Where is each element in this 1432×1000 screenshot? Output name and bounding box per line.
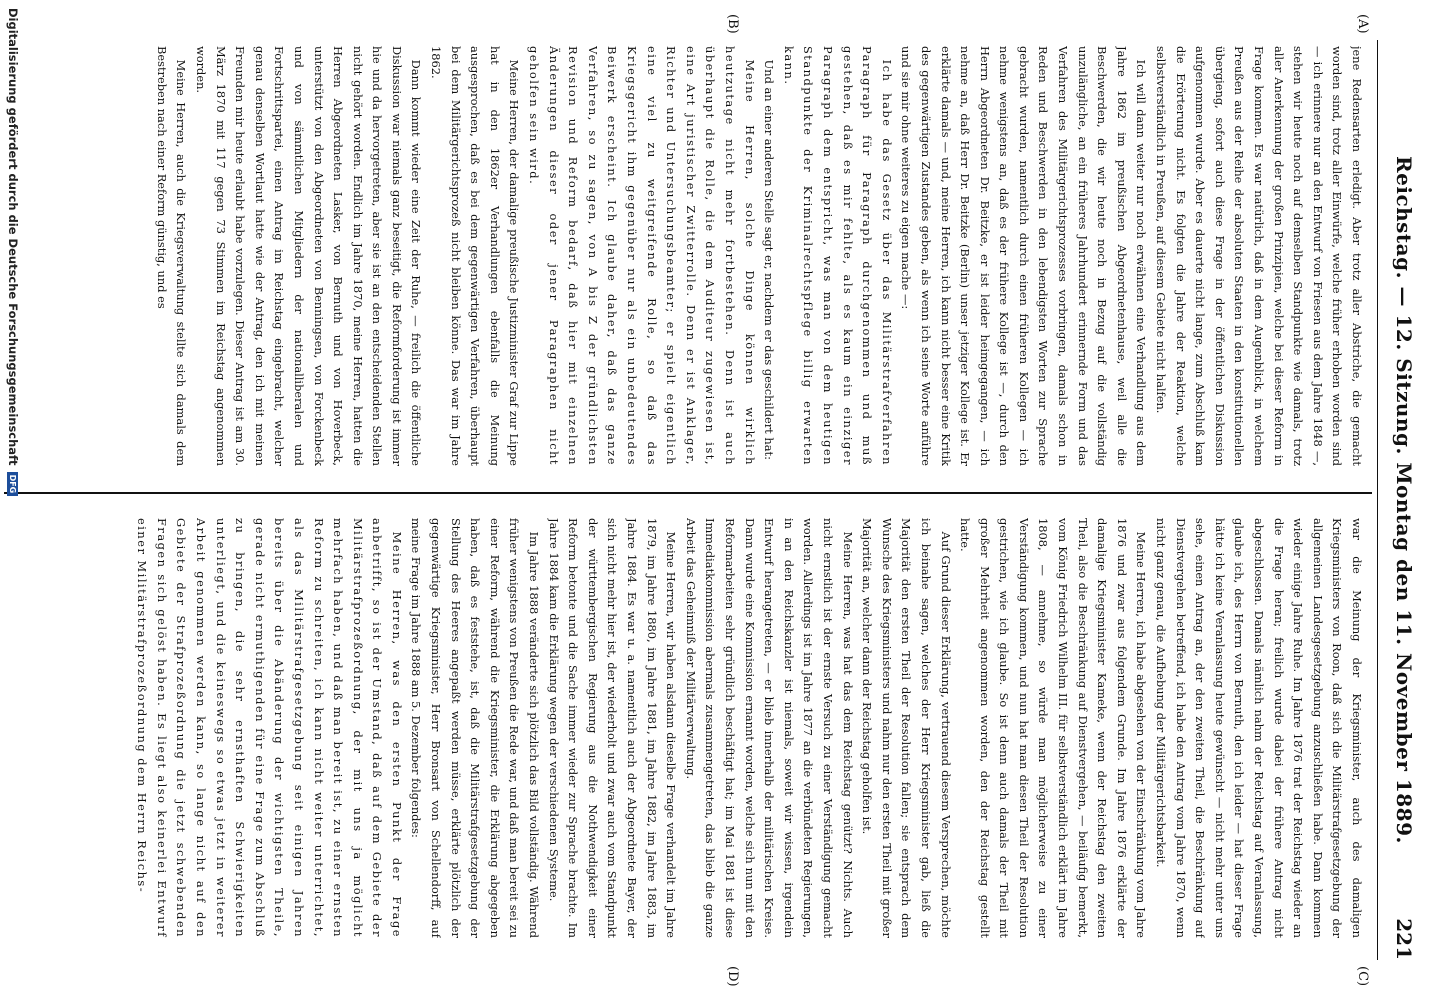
paragraph: jene Redensarten erledigt. Aber trotz aller Abstriche, die gemacht worden sind, trotz aller Einwürfe, welche früher erhoben worden sind — ich erinnere nur an den Entwurf von Friesen aus dem Jahre 1848 —, stehen wir heute noch auf demselben Standpunkte wie damals, trotz aller Anerkennung der großen Prinzipien, welche bei dieser Reform in Frage kommen. Es war natürlich, daß in dem Augenblick, in welchem Preußen aus der Reihe der absoluten Staaten in den konstitutionellen übergieng, sofort auch diese Frage in der öffentlichen Diskussion aufgenommen wurde. Aber es dauerte nicht lange, zum Abschluß kam die Erörterung nicht. Es folgten die Jahre der Reaktion, welche selbstverständlich in Preußen, auf diesem Gebiete nicht halfen. [1154,46,1364,466]
paragraph: war die Meinung der Kriegsminister, auch des damaligen Kriegsministers von Roon, daß sich die Militärstrafgesetzgebung der allgemeinen Landesgesetzgebung anzuschließen habe. Dann kommen wieder einige Jahre Ruhe. Im Jahre 1876 trat der Reichstag wieder an die Frage heran; freilich wurde dabei der frühere Antrag nicht abgeschlossen. Damals nämlich nahm der Reichstag auf Veranlassung, glaube ich, des Herrn von Bernuth, den ich leider — hat dieser Frage hätte ich keine Veranlassung heute gewünscht — nicht mehr unter uns sehe, einen Antrag an, der den zweiten Theil, die Beschränkung auf Dienstvergehen betreffend, ich habe den Antrag vom Jahre 1870, wenn nicht ganz genau, die Aufhebung der Militärgerichtsbarkeit. [1154,518,1364,938]
paragraph: Auf Grund dieser Erklärung, vertrauend diesem Versprechen, möchte ich beinahe sagen, welches der Herr Kriegsminister gab, ließ die Majorität den ersten Theil der Resolution fallen; sie entsprach dem Wunsche des Kriegsministers und nahm nur den ersten Theil mit großer Majorität an, welcher dann der Reichstag geholfen ist. [860,518,953,938]
paragraph: Meine Herren, wir haben alsdann dieselbe Frage verhandelt im Jahre 1879, im Jahre 1880, im Jahre 1881, im Jahre 1882, im Jahre 1883, im Jahre 1884. Es war u. a. namentlich auch der Abgeordnete Bayer, der sich nicht mehr hier ist, der wiederholt und zwar auch vom Standpunkt der württembergischen Regierung aus die Nothwendigkeit einer Reform betonte und die Sache immer wieder zur Sprache brachte. Im Jahre 1884 kam die Erklärung wegen der verschiedenen Systeme. [546,518,679,938]
column-divider [4,492,1372,494]
page-title: Reichstag. — 12. Sitzung. Montag den 11. November 1889. [1392,156,1416,844]
paragraph: Meine Herren, ich habe abgesehen von der Einschränkung vom Jahre 1876 und zwar aus folgendem Grunde. Im Jahre 1876 erklärte der damalige Kriegsminister Kameke, wenn der Reichstag den zweiten Theil, also die Beschränkung auf Dienstvergehen, — beiläufig bemerkt, vom König Friedrich Wilhelm III. für selbstverständlich erklärt im Jahre 1808, — annehme, so würde man möglicherweise zu einer Verständigung kommen, und nun hat man diesen Theil der Resolution gestrichen, wie ich glaube. So ist denn auch damals der Theil mit großer Mehrheit angenommen worden, den der Reichstag gestellt hatte. [958,518,1149,938]
quoted-paragraph: Meine Herren, solche Dinge können wirklich heutzutage nicht mehr fortbestehen. Denn ist auch überhaupt die Rolle, die dem Auditeur zugewiesen ist, eine Art juristischer Zwitterrolle. Denn er ist Anklager, Richter und Untersuchungsbeamter; er spielt eigentlich eine viel zu weitgreifende Rolle, so daß das Kriegsgericht ihm gegenüber nur als ein unbedeutendes Beiwerk erscheint. Ich glaube daher, daß das ganze Verfahren, so zu sagen, von A bis Z der gründlichsten Revision und Reform bedarf, daß hier mit einzelnen Änderungen dieser oder jener Paragraphen nicht geholfen sein wird. [527,46,757,466]
paragraph: Im Jahre 1888 veränderte sich plötzlich das Bild vollständig. Während früher wenigstens von Preußen die Rede war, und daß man bereit sei zu einer Reform, während die Kriegsminister, die Erklärung abgegeben haben, daß es feststehe, ist, daß die Militärstrafgesetzgebung der Stellung des Heeres angepaßt werden müsse, erklärte plötzlich der gegenwärtige Kriegsminister, Herr Bronsart von Schellendorff, auf meine Frage im Jahre 1888 am 5. Dezember folgendes: [409,518,542,938]
paragraph: Meine Herren, der damalige preußische Justizminister Graf zur Lippe hat in den 1862er Verhandlungen ebenfalls die Meinung ausgesprochen, daß es bei dem gegenwärtigen Verfahren, überhaupt bei dem Militärgerichtsprozeß nicht bleiben könne. Das war im Jahre 1862. [429,46,522,466]
left-text-column [11,46,1366,466]
header-rule [1377,40,1378,960]
right-text-column [11,518,1366,938]
page-number: 221 [1392,918,1416,960]
page-header [1388,40,1428,960]
quoted-paragraph: Meine Herren, was den ersten Punkt der Frage anbetrifft, so ist der Umstand, daß auf dem Gebiete der Militärstrafprozeßordnung, der mit uns ja möglicht mehrfach haben, und daß man bereit ist, zu einer ernsten Reform zu schreiten, ich kann nicht weiter unterrichtet, als das Militärstrafgesetzgebung seit einigen Jahren bereits über die Abänderung der wichtigsten Theile, gerade nicht ermuthigenden für eine Frage zum Abschluß zu bringen, die sehr ernsthaften Schwierigkeiten unterliegt, und die keineswegs so etwas jetzt in weiterer Arbeit genommen werden kann, so lange nicht auf den Gebiete der Strafprozeßordnung die jetzt schwebenden Fragen sich gelöst haben. Es liegt also keinerlei Entwurf einer Militärstrafprozeßordnung dem Herrn Reichs- [135,518,404,938]
digitization-footer [6,0,20,1000]
paragraph: Und an einer anderen Stelle sagt er, nachdem er das geschildert hat: [762,59,777,460]
margin-mark-c: (C) [1355,966,1370,987]
margin-mark-a: (A) [1355,14,1370,34]
paragraph: Meine Herren, was hat das dem Reichstag genützt? Nichts. Auch nicht ernstlich ist der ernste Versuch zu einer Verständigung gemacht worden. Allerdings ist im Jahre 1877 an die verbündeten Regierungen, in an den Reichskanzler ist niemals, soweit wir wissen, irgendein Entwurf herangetreten, — er blieb innerhalb der militärischen Kreise. Dann wurde eine Kommission ernannt worden, welche sich nun mit den Reformarbeiten sehr gründlich beschäftigt hat; im Mai 1881 ist diese Immediatkommission abermals zusammengetreten, das blieb die ganze Arbeit das Geheimniß der Militärverwaltung. [683,518,855,938]
margin-mark-b: (B) [725,14,740,34]
paragraph: Ich will dann weiter nur noch erwähnen eine Verhandlung aus dem Jahre 1862 im preußischen Abgeordnetenhause, weil alle die Beschwerden, die wir heute noch in Bezug auf die vollständig unzulängliche, an ein früheres Jahrhundert erinnernde Form und das Verfahren des Militärgerichtsprozesses vorbringen, damals schon in Reden und Beschwerden in den lebendigsten Worten zur Sprache gebracht wurden, namentlich durch einen früheren Kollegen — ich nehme wenigstens an, daß es der frühere Kollege ist —, durch den Herrn Abgeordneten Dr. Beitzke, er ist leider heimgegangen, — ich nehme an, daß Herr Dr. Beitzke (Berlin) unser jetziger Kollege ist. Er erklärte damals — und, meine Herren, ich kann nicht besser eine Kritik des gegenwärtigen Zustandes geben, als wenn ich seine Worte anführe und sie mir ohne weiteres zu eigen mache —: [899,46,1149,466]
margin-mark-d: (D) [725,966,740,987]
dfg-logo-icon: DFG [8,472,19,497]
paragraph: Dann kommt wieder eine Zeit der Ruhe, — freilich die öffentliche Diskussion war niemals ganz beseitigt, die Reformforderung ist immer hie und da hervorgetreten, aber sie ist an den entscheidenden Stellen nicht gehört worden. Endlich im Jahre 1870, meine Herren, hatten die Herren Abgeordneten Lasker, von Bernuth und von Hoverbeck, unterstützt von den Abgeordneten von Benningsen, von Forckenbeck und von sämmtlichen Mitgliedern der nationalliberalen und Fortschrittspartei, einen Antrag im Reichstag eingebracht, welcher genau denselben Wortlaut hatte wie der Antrag, den ich mit meinen Freunden mir heute erlaubt habe vorzulegen. Dieser Antrag ist am 30. März 1870 mit 117 gegen 73 Stimmen im Reichstag angenommen worden. [193,46,424,466]
quoted-paragraph: Ich habe das Gesetz über das Militärstrafverfahren Paragraph für Paragraph durchgenommen und muß gestehen, daß es mir fehlte, als es kaum ein einziger Paragraph dem entspricht, was man von dem heutigen Standpunkte der Kriminalrechtspflege billig erwarten kann. [781,46,894,466]
paragraph: Meine Herren, auch die Kriegsverwaltung stellte sich damals dem Bestreben nach einer Reform günstig, und es [154,46,189,466]
footer-text: Digitalisierung gefördert durch die Deutsche Forschungsgemeinschaft [6,8,20,466]
